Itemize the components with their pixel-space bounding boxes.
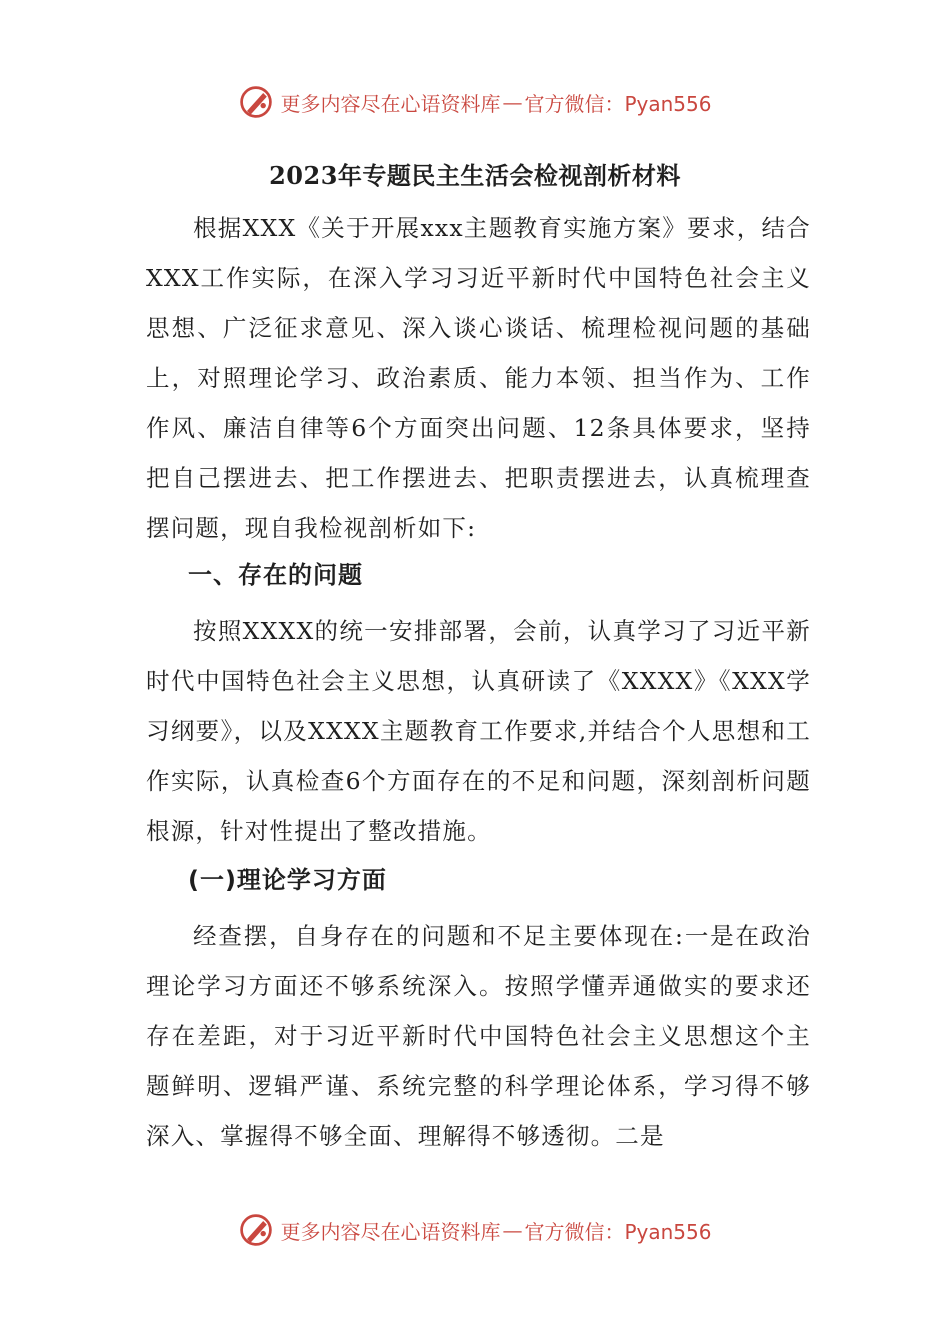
watermark-banner-top <box>0 82 950 122</box>
document-title: 2023年专题民主生活会检视剖析材料 <box>269 161 681 190</box>
watermark-text: 更多内容尽在心语资料库 <box>280 91 501 116</box>
watermark-separator: — <box>502 90 523 114</box>
watermark-separator: — <box>502 1218 523 1242</box>
subsection-paragraph-theory-study: 经查摆，自身存在的问题和不足主要体现在:一是在政治理论学习方面还不够系统深入。按照学懂弄通做实的要求还存在差距，对于习近平新时代中国特色社会主义思想这个主题鲜明、逻辑严谨、系统完整的科学理论体系，学习得不够深入、掌握得不够全面、理解得不够透彻。二是 <box>146 922 811 1150</box>
watermark-text: 更多内容尽在心语资料库 <box>280 1219 501 1244</box>
watermark-wechat: 官方微信：Pyan556 <box>524 1219 712 1244</box>
intro-paragraph: 根据XXX《关于开展xxx主题教育实施方案》要求，结合XXX工作实际，在深入学习习近平新时代中国特色社会主义思想、广泛征求意见、深入谈心谈话、梳理检视问题的基础上，对照理论学习、政治素质、能力本领、担当作为、工作作风、廉洁自律等6个方面突出问题、12条具体要求，坚持把自己摆进去、把工作摆进去、把职责摆进去，认真梳理查摆问题，现自我检视剖析如下: <box>146 214 811 542</box>
pen-circle-logo-icon <box>238 84 274 120</box>
section-paragraph-problems: 按照XXXX的统一安排部署，会前，认真学习了习近平新时代中国特色社会主义思想，认真研读了《XXXX》《XXX学习纲要》，以及XXXX主题教育工作要求,并结合个人思想和工作实际，认真检查6个方面存在的不足和问题，深刻剖析问题根源，针对性提出了整改措施。 <box>146 617 811 845</box>
section-heading-problems: 一、存在的问题 <box>188 561 363 589</box>
pen-circle-logo-icon <box>238 1212 274 1248</box>
watermark-banner-bottom <box>0 1210 950 1250</box>
subsection-heading-theory-study: (一)理论学习方面 <box>188 866 387 894</box>
watermark-wechat: 官方微信：Pyan556 <box>524 91 712 116</box>
